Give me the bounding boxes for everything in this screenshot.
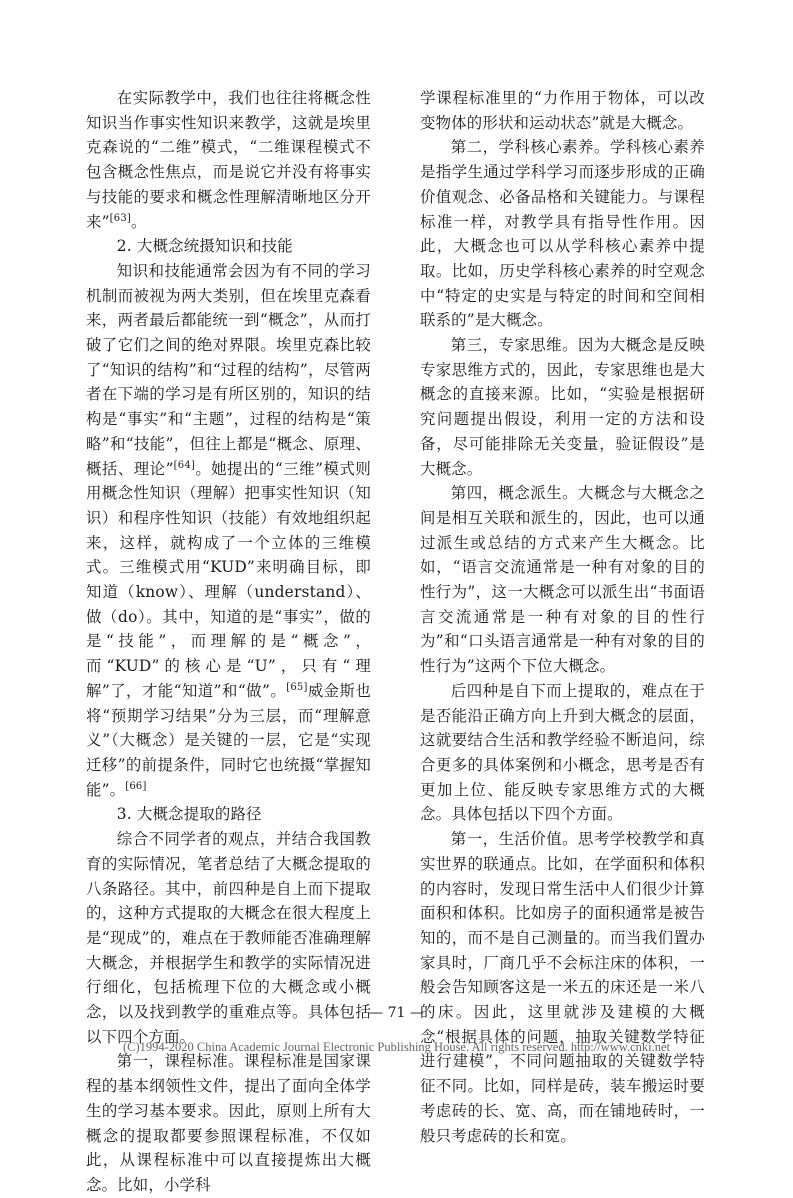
paragraph: 在实际教学中，我们也往往将概念性知识当作事实性知识来教学，这就是埃里克森说的“二维”模式，“二维课程模式不包含概念性焦点，而是说它并没有将事实与技能的要求和概念性理解清晰地区分开来”[63]。 xyxy=(86,89,371,231)
citation-ref[interactable]: [66] xyxy=(125,780,147,792)
paragraph: 综合不同学者的观点，并结合我国教育的实际情况，笔者总结了大概念提取的八条路径。其中，前四种是自上而下提取的，这种方式提取的大概念在很大程度上是“现成”的，难点在于教师能否准确理解大概念，并根据学生和教学的实际情况进行细化，包括梳理下位的大概念或小概念，以及找到教学的重难点等。具体包括以下四个方面。 xyxy=(86,830,371,1046)
section-heading: 2. 大概念统摄知识和技能 xyxy=(116,237,293,256)
paragraph: 第一，生活价值。思考学校教学和真实世界的联通点。比如，在学面积和体积的内容时，发现日常生活中人们很少计算面积和体积。比如房子的面积通常是被告知的，而不是自己测量的。而当我们置办家具时，厂商几乎不会标注床的体积，一般会告知顾客这是一米五的床还是一米八的床。因此，这里就涉及建模的大概念“根据具体的问题，抽取关键数学特征进行建模”，不同问题抽取的关键数学特征不同。比如，同样是砖，装车搬运时要考虑砖的长、宽、高，而在铺地砖时，一般只考虑砖的长和宽。 xyxy=(420,830,705,1145)
page-number: — 71 — xyxy=(369,1005,424,1021)
citation-ref[interactable]: [63] xyxy=(109,212,131,224)
paragraph: 学课程标准里的“力作用于物体，可以改变物体的形状和运动状态”就是大概念。 xyxy=(420,89,705,132)
section-heading: 3. 大概念提取的路径 xyxy=(116,805,262,824)
citation-ref[interactable]: [65] xyxy=(286,681,308,693)
paragraph: 第一，课程标准。课程标准是国家课程的基本纲领性文件，提出了面向全体学生的学习基本要求。因此，原则上所有大概念的提取都要参照课程标准，不仅如此，从课程标准中可以直接提炼出大概念。比如，小学科 xyxy=(86,1052,371,1194)
paragraph: 后四种是自下而上提取的，难点在于是否能沿正确方向上升到大概念的层面，这就要结合生活和教学经验不断追问，综合更多的具体案例和小概念，思考是否有更加上位、能反映专家思维方式的大概念。具体包括以下四个方面。 xyxy=(420,681,705,824)
paragraph: 第四，概念派生。大概念与大概念之间是相互关联和派生的，因此，也可以通过派生或总结的方式来产生大概念。比如，“语言交流通常是一种有对象的目的性行为”，这一大概念可以派生出“书面语言交流通常是一种有对象的目的性行为”和“口头语言通常是一种有对象的目的性行为”这两个下位大概念。 xyxy=(420,484,705,676)
paragraph: 知识和技能通常会因为有不同的学习机制而被视为两大类别，但在埃里克森看来，两者最后都能统一到“概念”，从而打破了它们之间的绝对界限。埃里克森比较了“知识的结构”和“过程的结构”，尽管两者在下端的学习是有所区别的，知识的结构是“事实”和“主题”，过程的结构是“策略”和“技能”，但往上都是“概念、原理、概括、理论”[64]。她提出的“三维”模式则用概念性知识（理解）把事实性知识（知识）和程序性知识（技能）有效地组织起来，这样，就构成了一个立体的三维模式。三维模式用“KUD”来明确目标，即知道（know）、理解（understand）、做（do）。其中，知道的是“事实”，做的是“技能”，而理解的是“概念”，而“KUD”的核心是“U”，只有“理解”了，才能“知道”和“做”。[65]威金斯也将“预期学习结果”分为三层，而“理解意义”（大概念）是关键的一层，它是“实现迁移”的前提条件，同时它也统摄“掌握知能”。[66] xyxy=(86,261,371,799)
right-column xyxy=(420,86,705,1148)
paragraph: 第二，学科核心素养。学科核心素养是指学生通过学科学习而逐步形成的正确价值观念、必备品格和关键能力。与课程标准一样，对教学具有指导性作用。因此，大概念也可以从学科核心素养中提取。比如，历史学科核心素养的时空观念中“特定的史实是与特定的时间和空间相联系的”是大概念。 xyxy=(420,138,705,330)
copyright-footer: (C)1994-2020 China Academic Journal Electronic Publishing House. All rights reserved. http://www.cnki.net xyxy=(122,1040,670,1054)
paragraph: 第三，专家思维。因为大概念是反映专家思维方式的，因此，专家思维也是大概念的直接来源。比如，“实验是根据研究问题提出假设，利用一定的方法和设备，尽可能排除无关变量，验证假设”是大概念。 xyxy=(420,336,705,478)
citation-ref[interactable]: [64] xyxy=(173,459,195,471)
left-column xyxy=(86,86,371,1198)
